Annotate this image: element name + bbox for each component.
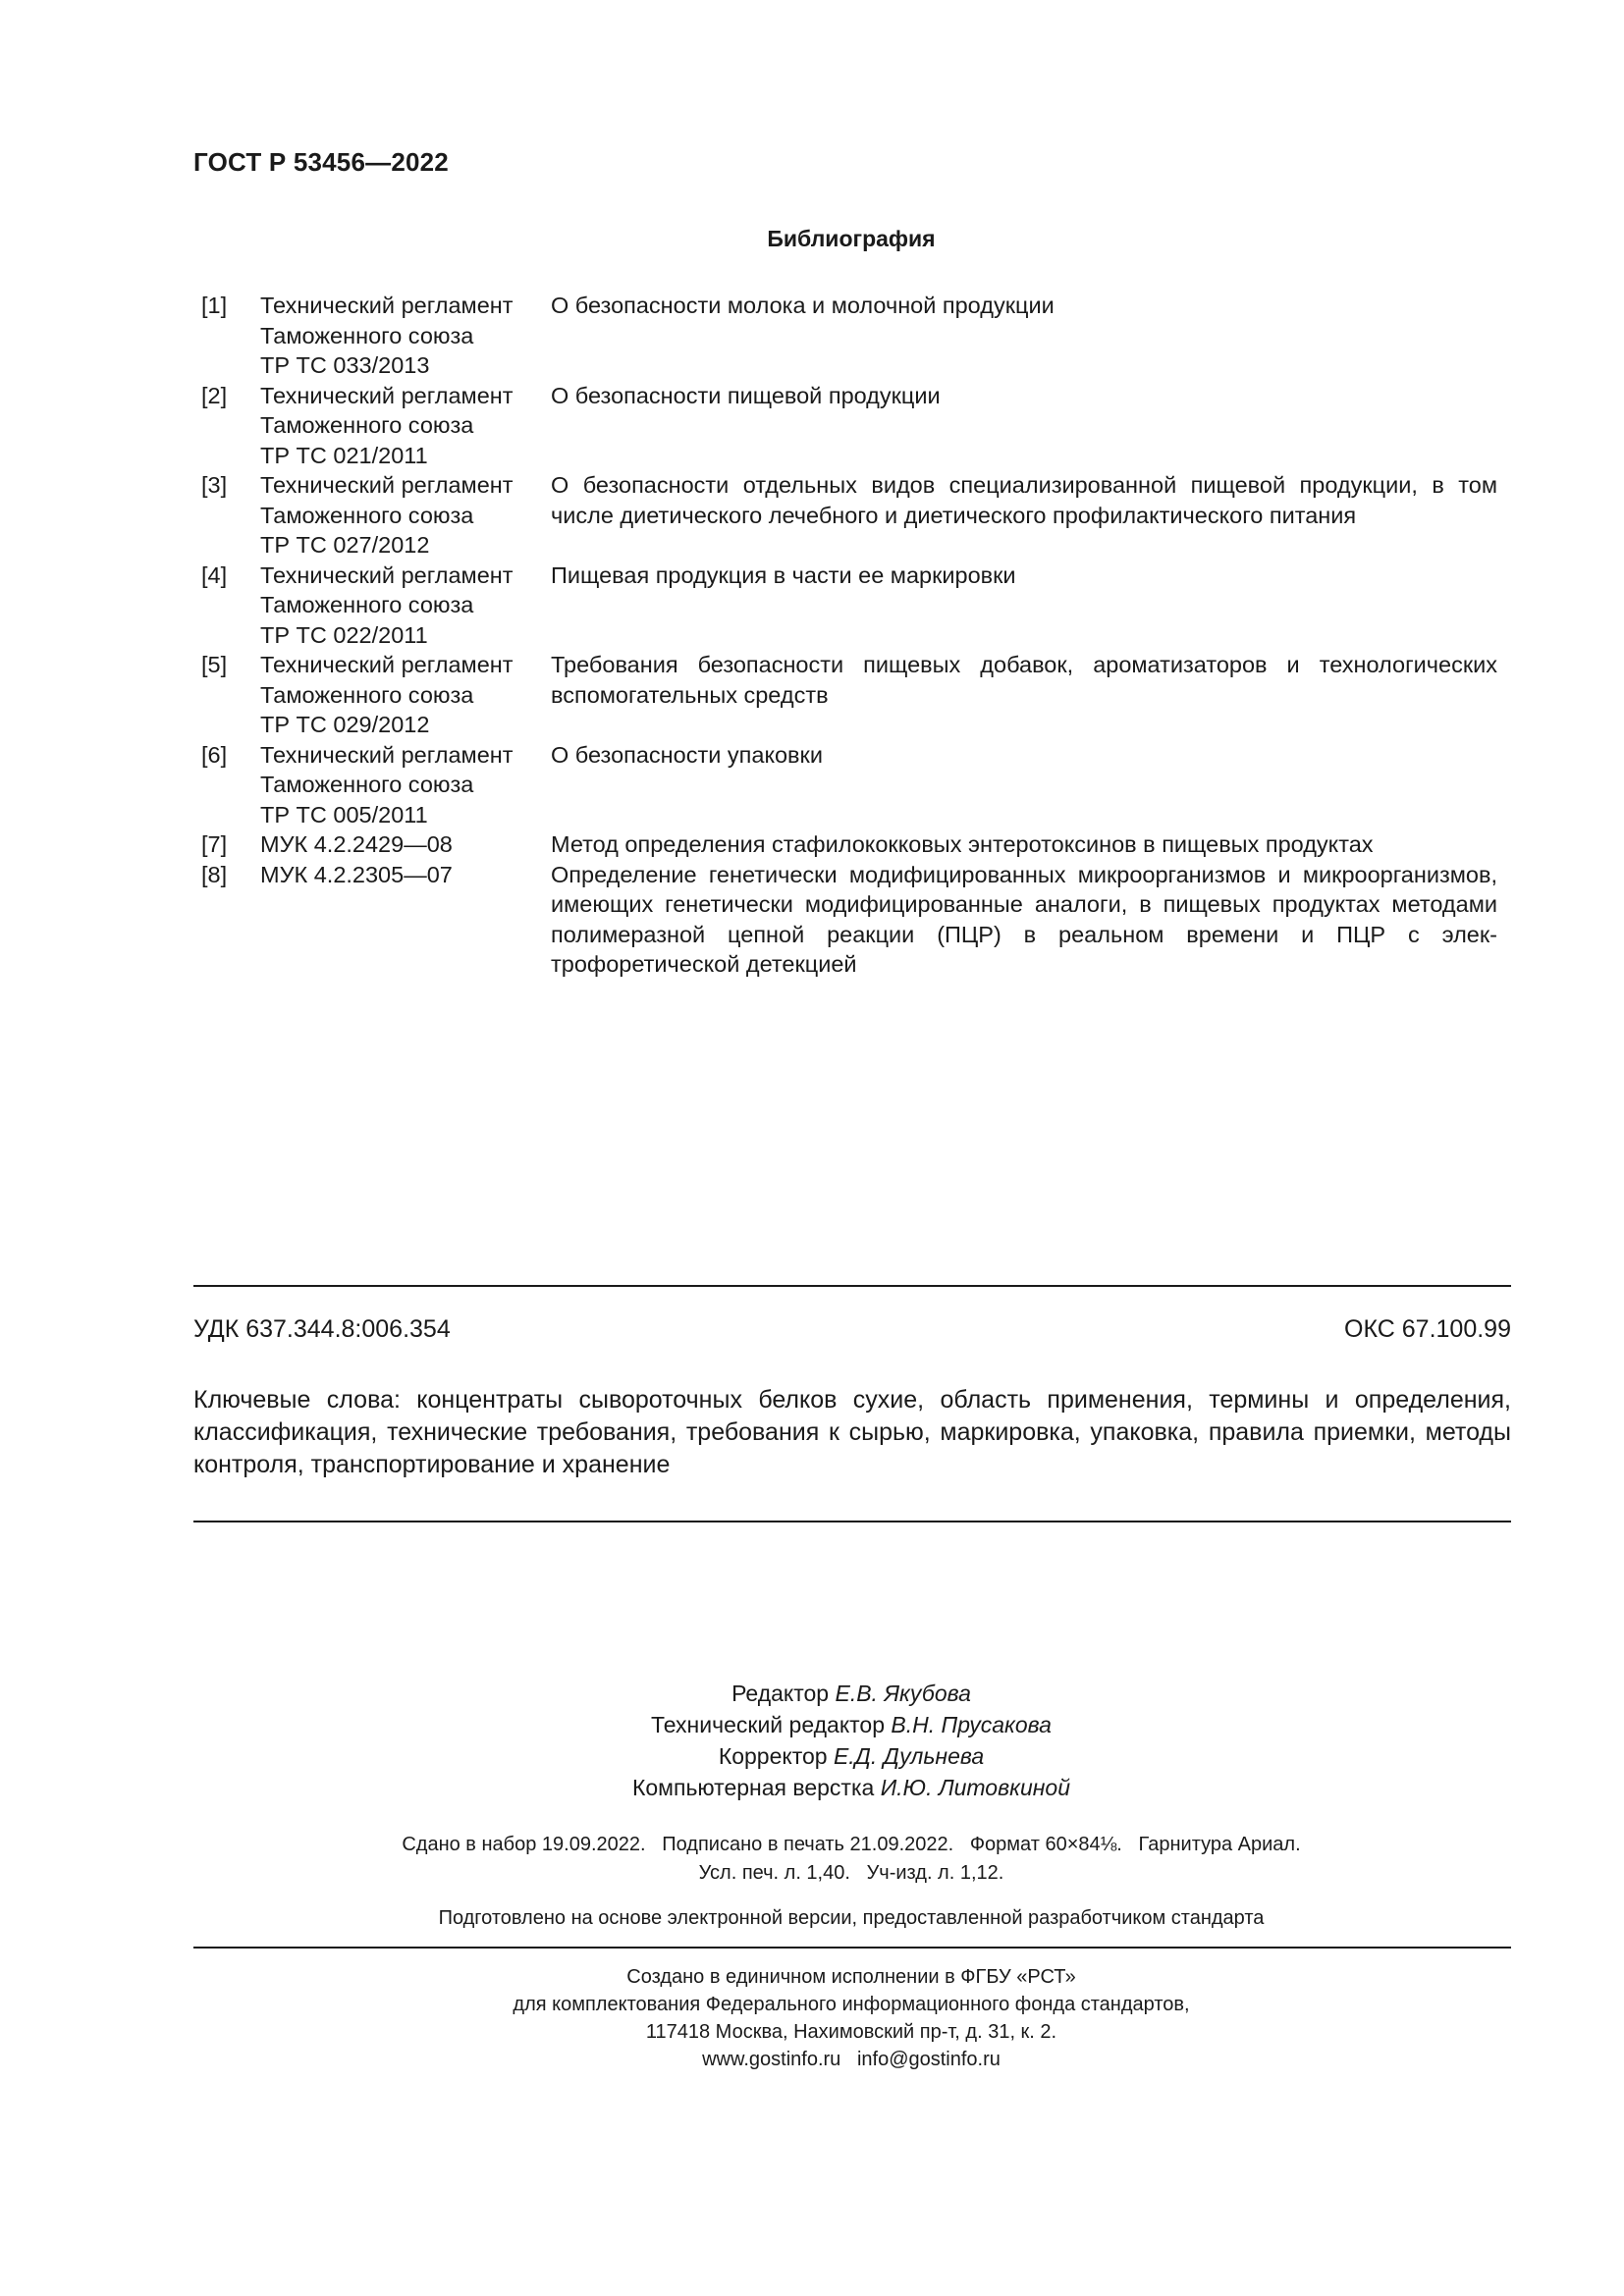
bibliography-entry bbox=[201, 650, 1497, 740]
credit-role: Редактор bbox=[731, 1681, 830, 1706]
oks-code: ОКС 67.100.99 bbox=[1344, 1315, 1511, 1343]
bibliography-list bbox=[201, 291, 1497, 980]
bibliography-entry bbox=[201, 860, 1497, 980]
entry-document-line: Технический регламент bbox=[260, 652, 514, 677]
entry-document-line: Таможенного союза bbox=[260, 592, 474, 617]
entry-document-line: ТР ТС 027/2012 bbox=[260, 532, 430, 558]
entry-number: [2] bbox=[201, 382, 228, 408]
publisher-line: 117418 Москва, Нахимовский пр-т, д. 31, к. 2. bbox=[645, 2021, 1057, 2043]
credit-name: И.Ю. Литовкиной bbox=[880, 1775, 1070, 1800]
credit-corrector bbox=[0, 1740, 1624, 1772]
entry-document-line: Технический регламент bbox=[260, 561, 514, 588]
credit-name: Е.В. Якубова bbox=[835, 1681, 971, 1706]
bibliography-entry bbox=[201, 470, 1497, 561]
keywords: Ключевые слова: концентраты сывороточных белков сухие, область применения, термины и определения, классификация, технические требования, требования к сырью, маркировка, упаковка, правила приемки, методы контроля, транспортирование и хранение bbox=[193, 1386, 1511, 1478]
entry-number: [8] bbox=[201, 861, 228, 887]
entry-document-line: Технический регламент bbox=[260, 382, 514, 408]
entry-title: Требования безопасности пищевых добавок, ароматизаторов и технологических вспомогательных средств bbox=[551, 652, 1497, 708]
entry-document bbox=[260, 561, 551, 651]
udk-code: УДК 637.344.8:006.354 bbox=[193, 1315, 451, 1343]
bibliography-entry bbox=[201, 740, 1497, 830]
entry-document-line: Технический регламент bbox=[260, 472, 514, 498]
entry-document bbox=[260, 829, 551, 860]
entry-document-line: Таможенного союза bbox=[260, 412, 474, 438]
divider-keywords bbox=[193, 1521, 1511, 1522]
entry-document-line: Таможенного союза bbox=[260, 322, 474, 348]
prepared-note: Подготовлено на основе электронной версии, предоставленной разработчиком стандарта bbox=[438, 1907, 1265, 1929]
credit-name: В.Н. Прусакова bbox=[891, 1712, 1052, 1737]
entry-number: [3] bbox=[201, 472, 228, 498]
divider-bottom bbox=[193, 1947, 1511, 1949]
bibliography-heading: Библиография bbox=[767, 226, 936, 251]
credit-name: Е.Д. Дульнева bbox=[833, 1743, 985, 1769]
entry-document bbox=[260, 381, 551, 471]
entry-document bbox=[260, 291, 551, 381]
entry-title: Пищевая продукция в части ее маркировки bbox=[551, 561, 1016, 588]
entry-document-line: ТР ТС 005/2011 bbox=[260, 801, 428, 828]
publisher-info bbox=[0, 1963, 1624, 2073]
imprint-line: Сдано в набор 19.09.2022. Подписано в печать 21.09.2022. Формат 60×84⅛. Гарнитура Ариал. bbox=[402, 1834, 1301, 1855]
bibliography-entry bbox=[201, 561, 1497, 651]
divider-top bbox=[193, 1285, 1511, 1287]
entry-document-line: ТР ТС 022/2011 bbox=[260, 621, 428, 648]
credit-role: Компьютерная верстка bbox=[631, 1775, 875, 1800]
bibliography-entry bbox=[201, 829, 1497, 860]
imprint bbox=[0, 1831, 1624, 1888]
credit-role: Технический редактор bbox=[651, 1712, 886, 1737]
entry-title: Определение генетически модифицированных микроорганизмов и микроорганизмов, имеющих генетически модифицированные аналоги, в пищевых продуктах методами полимеразной цепной реакции (ПЦР) в реальном времени и ПЦР с электрофоретической детекцией bbox=[551, 861, 1497, 977]
entry-number: [6] bbox=[201, 741, 228, 768]
entry-number: [5] bbox=[201, 652, 228, 677]
entry-title: Метод определения стафилококковых энтеротоксинов в пищевых продуктах bbox=[551, 831, 1374, 857]
bibliography-entry bbox=[201, 291, 1497, 381]
entry-document bbox=[260, 470, 551, 561]
credits bbox=[0, 1678, 1624, 1803]
entry-title: О безопасности отдельных видов специализированной пищевой продукции, в том числе диетического лечебного и диетического профилактического питания bbox=[551, 472, 1497, 528]
entry-document-line: Таможенного союза bbox=[260, 681, 474, 708]
credit-editor bbox=[0, 1678, 1624, 1709]
entry-document bbox=[260, 650, 551, 740]
entry-number: [1] bbox=[201, 293, 228, 318]
entry-document-line: Таможенного союза bbox=[260, 772, 474, 797]
entry-document bbox=[260, 740, 551, 830]
credit-layout bbox=[0, 1772, 1624, 1803]
credit-role: Корректор bbox=[718, 1743, 828, 1769]
entry-document-line: Таможенного союза bbox=[260, 502, 474, 528]
entry-document-line: ТР ТС 029/2012 bbox=[260, 712, 430, 737]
entry-document-line: МУК 4.2.2429—08 bbox=[260, 831, 453, 857]
entry-document-line: ТР ТС 021/2011 bbox=[260, 442, 428, 468]
entry-title: О безопасности молока и молочной продукции bbox=[551, 293, 1055, 318]
entry-document-line: МУК 4.2.2305—07 bbox=[260, 861, 453, 887]
bibliography-entry bbox=[201, 381, 1497, 471]
entry-title: О безопасности пищевой продукции bbox=[551, 382, 941, 408]
publisher-line: Создано в единичном исполнении в ФГБУ «РСТ» bbox=[626, 1966, 1076, 1988]
credit-tech-editor bbox=[0, 1709, 1624, 1740]
entry-document-line: ТР ТС 033/2013 bbox=[260, 352, 430, 378]
document-code: ГОСТ Р 53456—2022 bbox=[193, 147, 449, 177]
entry-title: О безопасности упаковки bbox=[551, 741, 823, 768]
entry-document-line: Технический регламент bbox=[260, 741, 514, 768]
publisher-line: www.gostinfo.ru info@gostinfo.ru bbox=[702, 2049, 1001, 2070]
imprint-line: Усл. печ. л. 1,40. Уч-изд. л. 1,12. bbox=[698, 1862, 1004, 1884]
entry-document bbox=[260, 860, 551, 980]
entry-document-line: Технический регламент bbox=[260, 293, 514, 318]
publisher-line: для комплектования Федерального информационного фонда стандартов, bbox=[513, 1994, 1190, 2015]
entry-number: [7] bbox=[201, 831, 228, 857]
entry-number: [4] bbox=[201, 561, 228, 588]
